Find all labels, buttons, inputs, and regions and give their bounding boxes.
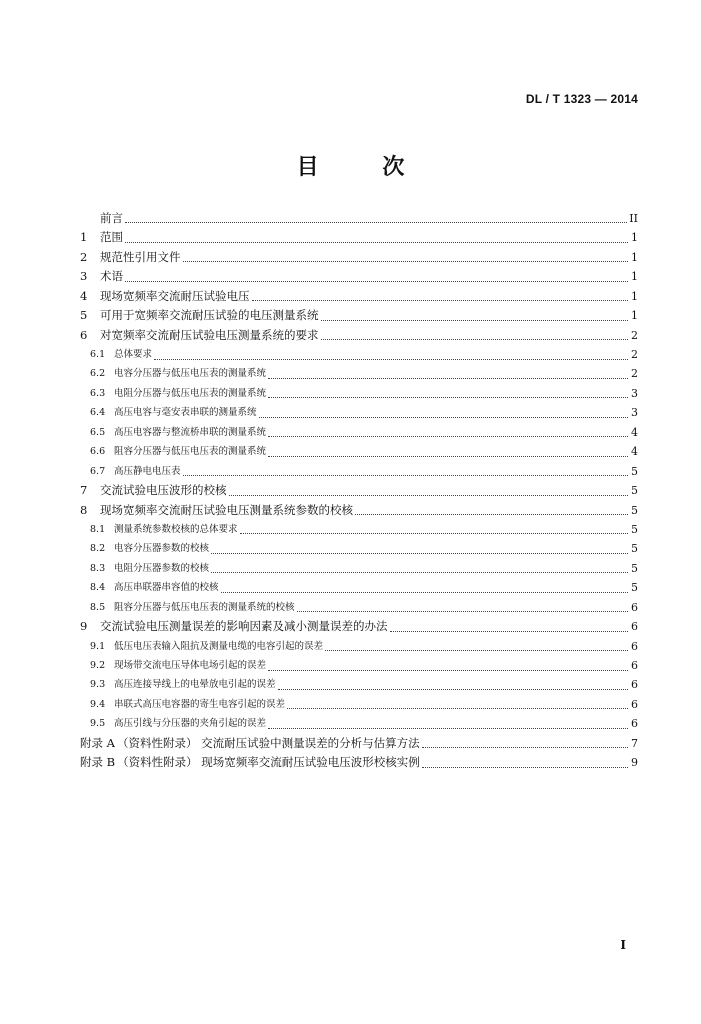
toc-entry[interactable] xyxy=(80,306,638,325)
toc-entry-label: 电阻分压器与低压电压表的测量系统 xyxy=(114,387,267,399)
dot-leader xyxy=(259,417,628,418)
toc-entry-label: 电阻分压器参数的校核 xyxy=(114,562,210,574)
dot-leader xyxy=(229,495,629,496)
toc-entry-label: 对宽频率交流耐压试验电压测量系统的要求 xyxy=(100,327,319,342)
toc-entry-number: 2 xyxy=(80,249,88,264)
toc-entry-number: 附录 B xyxy=(80,755,116,770)
toc-entry-number: 9.5 xyxy=(90,718,106,730)
toc-entry-number: 9.1 xyxy=(90,640,106,652)
toc-entry[interactable] xyxy=(80,287,638,306)
toc-entry-page: 6 xyxy=(631,659,638,673)
toc-entry[interactable] xyxy=(80,695,638,714)
dot-leader xyxy=(325,650,628,651)
toc-entry[interactable] xyxy=(80,734,638,753)
toc-entry-number: 9 xyxy=(80,619,88,634)
toc-entry-number: 8.3 xyxy=(90,562,106,574)
toc-entry[interactable] xyxy=(80,598,638,617)
toc-entry-page: 2 xyxy=(631,367,638,381)
toc-entry-number: 6.3 xyxy=(90,387,106,399)
toc-entry[interactable] xyxy=(80,423,638,442)
toc-entry[interactable] xyxy=(80,676,638,695)
dot-leader xyxy=(355,514,628,515)
toc-entry-number: 6 xyxy=(80,327,88,342)
toc-entry-label: 低压电压表输入阻抗及测量电缆的电容引起的误差 xyxy=(114,640,324,652)
toc-entry[interactable] xyxy=(80,578,638,597)
dot-leader xyxy=(268,670,628,671)
toc-entry-number: 5 xyxy=(80,308,88,323)
toc-entry-number: 9.2 xyxy=(90,660,106,672)
toc-entry-number: 4 xyxy=(80,288,88,303)
toc-entry-number: 8.5 xyxy=(90,601,106,613)
toc-entry[interactable] xyxy=(80,520,638,539)
dot-leader xyxy=(211,572,628,573)
toc-entry-page: 1 xyxy=(631,309,638,323)
toc-entry-number: 9.4 xyxy=(90,698,106,710)
toc-entry-page: 3 xyxy=(631,406,638,420)
dot-leader xyxy=(287,708,628,709)
toc-entry-label: 规范性引用文件 xyxy=(100,249,181,264)
toc-entry-page: 2 xyxy=(631,328,638,342)
toc-entry-label: 高压静电电压表 xyxy=(114,465,181,477)
toc-entry-page: 2 xyxy=(631,348,638,362)
dot-leader xyxy=(297,611,628,612)
toc-entry-label: 前言 xyxy=(100,210,123,225)
dot-leader xyxy=(221,592,628,593)
dot-leader xyxy=(240,533,628,534)
toc-entry-page: 6 xyxy=(631,717,638,731)
toc-entry-label: 高压电容与毫安表串联的测量系统 xyxy=(114,407,257,419)
dot-leader xyxy=(252,300,629,301)
dot-leader xyxy=(268,397,628,398)
toc-entry-label: 电容分压器参数的校核 xyxy=(114,543,210,555)
toc-entry-label: 交流试验电压波形的校核 xyxy=(100,483,227,498)
toc-entry-label: 测量系统参数校核的总体要求 xyxy=(114,523,238,535)
toc-entry-page: 1 xyxy=(631,289,638,303)
toc-entry-label: 总体要求 xyxy=(114,349,153,361)
toc-entry[interactable] xyxy=(80,539,638,558)
toc-entry-number: 9.3 xyxy=(90,679,106,691)
toc-entry-page: 1 xyxy=(631,250,638,264)
toc-entry-page: 6 xyxy=(631,678,638,692)
toc-entry-number: 6.7 xyxy=(90,465,106,477)
toc-entry-label: 现场宽频率交流耐压试验电压 xyxy=(100,288,250,303)
toc-entry-page: 5 xyxy=(631,542,638,556)
toc-entry-label: 可用于宽频率交流耐压试验的电压测量系统 xyxy=(100,308,319,323)
toc-entry[interactable] xyxy=(80,248,638,267)
toc-entry-label: 高压串联器串容值的校核 xyxy=(114,582,219,594)
toc-entry-page: 6 xyxy=(631,600,638,614)
toc-entry[interactable] xyxy=(80,403,638,422)
toc-entry-page: 6 xyxy=(631,697,638,711)
toc-entry-page: 1 xyxy=(631,270,638,284)
toc-entry-page: 5 xyxy=(631,561,638,575)
toc-entry[interactable] xyxy=(80,637,638,656)
toc-entry-page: 1 xyxy=(631,231,638,245)
dot-leader xyxy=(268,728,628,729)
toc-entry-page: 6 xyxy=(631,639,638,653)
toc-entry-number: 8.1 xyxy=(90,523,106,535)
dot-leader xyxy=(268,456,628,457)
toc-entry[interactable] xyxy=(80,442,638,461)
dot-leader xyxy=(183,475,628,476)
dot-leader xyxy=(278,689,628,690)
toc-entry-label: 现场宽频率交流耐压试验电压测量系统参数的校核 xyxy=(100,502,353,517)
dot-leader xyxy=(125,281,628,282)
toc-entry-number: 6.2 xyxy=(90,368,106,380)
toc-entry-number: 6.6 xyxy=(90,446,106,458)
dot-leader xyxy=(321,339,629,340)
toc-entry-label: 术语 xyxy=(100,269,123,284)
toc-entry-label: 高压引线与分压器的夹角引起的误差 xyxy=(114,718,267,730)
dot-leader xyxy=(422,767,628,768)
toc-entry-label: 高压电容器与整流桥串联的测量系统 xyxy=(114,426,267,438)
table-of-contents xyxy=(80,209,638,773)
toc-entry-page: 9 xyxy=(631,756,638,770)
page-title: 目 次 xyxy=(296,154,433,180)
toc-entry-number: 8.2 xyxy=(90,543,106,555)
toc-entry-label: 高压连接导线上的电晕放电引起的误差 xyxy=(114,679,276,691)
toc-entry[interactable] xyxy=(80,345,638,364)
toc-entry-number: 8 xyxy=(80,502,88,517)
toc-entry-page: 7 xyxy=(631,736,638,750)
toc-entry-page: 4 xyxy=(631,425,638,439)
toc-entry[interactable] xyxy=(80,501,638,520)
toc-entry-number: 6.4 xyxy=(90,407,106,419)
toc-entry[interactable] xyxy=(80,462,638,481)
toc-entry[interactable] xyxy=(80,753,638,772)
toc-entry-page: 5 xyxy=(631,581,638,595)
dot-leader xyxy=(268,378,628,379)
dot-leader xyxy=(154,359,628,360)
toc-entry-label: （资料性附录） 交流耐压试验中测量误差的分析与估算方法 xyxy=(116,735,420,750)
toc-entry-label: 范围 xyxy=(100,230,123,245)
toc-entry[interactable] xyxy=(80,365,638,384)
toc-entry-number: 附录 A xyxy=(80,735,115,750)
toc-entry[interactable] xyxy=(80,384,638,403)
toc-entry[interactable] xyxy=(80,481,638,500)
toc-entry-label: 阻容分压器与低压电压表的测量系统的校核 xyxy=(114,601,295,613)
toc-entry-number: 1 xyxy=(80,230,88,245)
toc-entry-page: 3 xyxy=(631,386,638,400)
toc-entry-label: 交流试验电压测量误差的影响因素及减小测量误差的办法 xyxy=(100,619,388,634)
dot-leader xyxy=(211,553,628,554)
dot-leader xyxy=(422,747,628,748)
toc-entry-number: 8.4 xyxy=(90,582,106,594)
dot-leader xyxy=(390,631,629,632)
page-number: I xyxy=(620,938,626,952)
toc-entry-page: 5 xyxy=(631,484,638,498)
toc-entry-page: 5 xyxy=(631,522,638,536)
standard-number: DL / T 1323 — 2014 xyxy=(525,92,638,106)
toc-entry[interactable] xyxy=(80,209,638,228)
toc-entry-label: 现场带交流电压导体电场引起的误差 xyxy=(114,660,267,672)
toc-entry-number: 7 xyxy=(80,483,88,498)
toc-entry-label: （资料性附录） 现场宽频率交流耐压试验电压波形校核实例 xyxy=(117,755,420,770)
toc-entry[interactable] xyxy=(80,617,638,636)
toc-entry[interactable] xyxy=(80,714,638,733)
toc-entry-number: 6.5 xyxy=(90,426,106,438)
toc-entry-number: 3 xyxy=(80,269,88,284)
toc-entry-page: 5 xyxy=(631,464,638,478)
toc-entry[interactable] xyxy=(80,326,638,345)
toc-entry[interactable] xyxy=(80,656,638,675)
toc-entry-page: 5 xyxy=(631,503,638,517)
toc-entry[interactable] xyxy=(80,559,638,578)
dot-leader xyxy=(125,222,627,223)
dot-leader xyxy=(125,242,628,243)
dot-leader xyxy=(183,261,629,262)
toc-entry-number: 6.1 xyxy=(90,349,106,361)
toc-entry-page: 4 xyxy=(631,445,638,459)
toc-entry-page: 6 xyxy=(631,620,638,634)
dot-leader xyxy=(268,436,628,437)
dot-leader xyxy=(321,320,629,321)
toc-entry[interactable] xyxy=(80,228,638,247)
toc-entry-label: 串联式高压电容器的寄生电容引起的误差 xyxy=(114,698,286,710)
toc-entry-label: 阻容分压器与低压电压表的测量系统 xyxy=(114,446,267,458)
toc-entry-page: II xyxy=(629,211,638,225)
toc-entry[interactable] xyxy=(80,267,638,286)
toc-entry-label: 电容分压器与低压电压表的测量系统 xyxy=(114,368,267,380)
